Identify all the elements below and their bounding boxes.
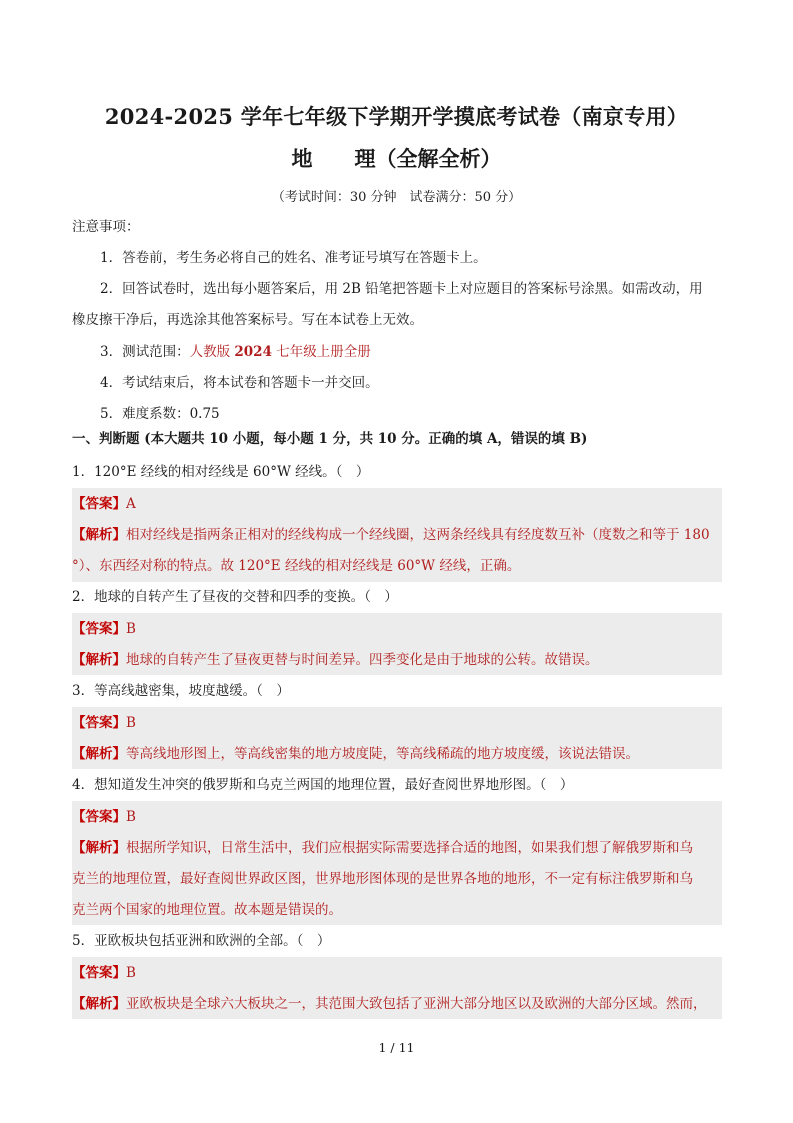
question-1-analysis-line-2: °）、东西经对称的特点。故 120°E 经线的相对经线是 60°W 经线，正确。 — [72, 558, 521, 574]
subject-title: 地 理（全解全析） — [291, 146, 502, 171]
question-2-analysis-line-1: 【解析】地球的自转产生了昼夜更替与时间差异。四季变化是由于地球的公转。故错误。 — [72, 652, 599, 668]
note-4: 4．考试结束后，将本试卷和答题卡一并交回。 — [100, 375, 379, 391]
question-3-analysis-line-1: 【解析】等高线地形图上，等高线密集的地方坡度陡，等高线稀疏的地方坡度缓，该说法错误。 — [72, 746, 639, 762]
analysis-tag: 【解析】 — [72, 652, 126, 668]
section-heading: 一、判断题 (本大题共 10 小题，每小题 1 分，共 10 分。正确的填 A，错误的填 B) — [72, 431, 588, 447]
question-5: 5．亚欧板块包括亚洲和欧洲的全部。（ ） — [72, 933, 331, 949]
notes-heading: 注意事项： — [72, 219, 140, 235]
answer-tag: 【答案】 — [72, 965, 126, 981]
note-3-year: 2024 — [234, 344, 272, 360]
note-2-line-1: 2．回答试卷时，选出每小题答案后，用 2B 铅笔把答题卡上对应题目的答案标号涂黑。如需改动，用 — [100, 281, 703, 297]
question-5-answer — [72, 964, 722, 982]
note-2-line-2: 橡皮擦干净后，再选涂其他答案标号。写在本试卷上无效。 — [72, 312, 423, 328]
answer-value: B — [126, 715, 136, 731]
note-1: 1．答卷前，考生务必将自己的姓名、准考证号填写在答题卡上。 — [100, 250, 487, 266]
answer-value: A — [126, 496, 136, 512]
answer-value: B — [126, 809, 136, 825]
question-2-answer — [72, 620, 722, 638]
analysis-tag: 【解析】 — [72, 840, 126, 856]
question-5-analysis-line-1: 【解析】亚欧板块是全球六大板块之一，其范围大致包括了亚洲大部分地区以及欧洲的大部分区域。然而， — [72, 996, 707, 1012]
question-4-analysis-line-1: 【解析】根据所学知识，日常生活中，我们应根据实际需要选择合适的地图，如果我们想了解俄罗斯和乌 — [72, 840, 693, 856]
answer-value: B — [126, 965, 136, 981]
answer-tag: 【答案】 — [72, 621, 126, 637]
question-1: 1．120°E 经线的相对经线是 60°W 经线。（ ） — [72, 464, 370, 480]
question-3: 3．等高线越密集，坡度越缓。（ ） — [72, 683, 290, 699]
answer-value: B — [126, 621, 136, 637]
question-3-answer — [72, 714, 722, 732]
question-2: 2．地球的自转产生了昼夜的交替和四季的变换。（ ） — [72, 589, 398, 605]
note-3-value: 人教版 — [189, 344, 235, 360]
note-3 — [100, 343, 722, 361]
note-3-rest: 七年级上册全册 — [271, 344, 371, 360]
question-4-analysis-line-2: 克兰的地理位置，最好查阅世界政区图，世界地形图体现的是世界各地的地形，不一定有标注俄罗斯和乌 — [72, 871, 693, 887]
page-number: 1 / 11 — [378, 1040, 415, 1055]
analysis-tag: 【解析】 — [72, 746, 126, 762]
question-1-answer — [72, 495, 722, 513]
answer-tag: 【答案】 — [72, 715, 126, 731]
question-4: 4．想知道发生冲突的俄罗斯和乌克兰两国的地理位置，最好查阅世界地形图。（ ） — [72, 777, 574, 793]
answer-tag: 【答案】 — [72, 809, 126, 825]
note-5: 5．难度系数：0.75 — [100, 406, 220, 422]
analysis-tag: 【解析】 — [72, 527, 126, 543]
document-title: 2024-2025 学年七年级下学期开学摸底考试卷（南京专用） — [104, 104, 689, 129]
question-4-analysis-line-3: 克兰两个国家的地理位置。故本题是错误的。 — [72, 902, 342, 918]
exam-info: （考试时间：30 分钟 试卷满分：50 分） — [271, 190, 522, 205]
answer-tag: 【答案】 — [72, 496, 126, 512]
question-1-analysis-line-1: 【解析】相对经线是指两条正相对的经线构成一个经线圈，这两条经线具有经度数互补（度数之和等于 180 — [72, 527, 710, 543]
analysis-tag: 【解析】 — [72, 996, 126, 1012]
note-3-prefix: 3．测试范围： — [100, 344, 190, 360]
question-4-answer — [72, 808, 722, 826]
